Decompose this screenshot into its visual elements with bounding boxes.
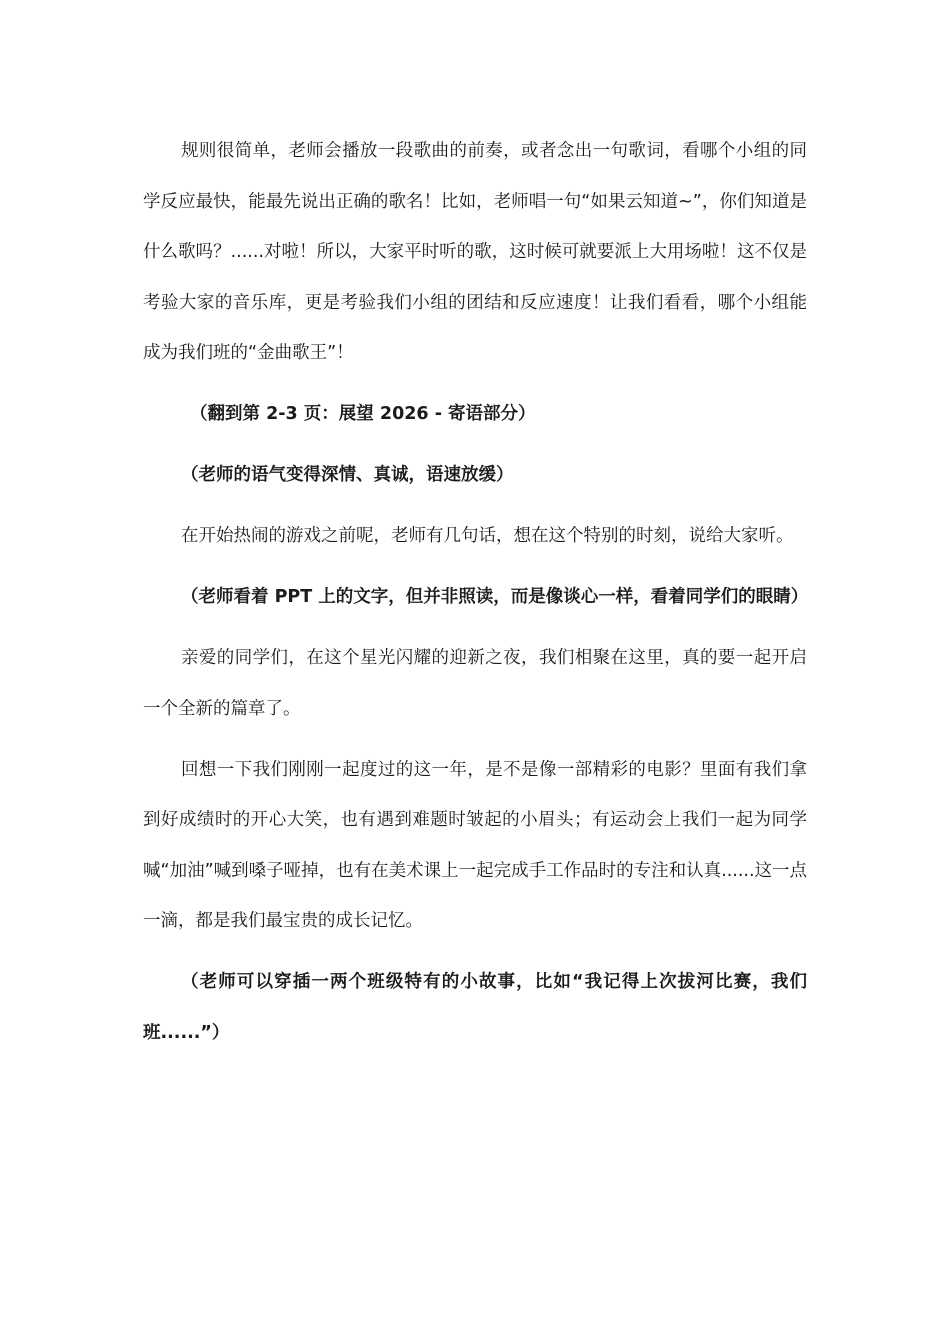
document-page xyxy=(143,126,807,1069)
paragraph-memories: 回想一下我们刚刚一起度过的这一年，是不是像一部精彩的电影？里面有我们拿到好成绩时的开心大笑，也有遇到难题时皱起的小眉头；有运动会上我们一起为同学喊“加油”喊到嗓子哑掉，也有在美术课上一起完成手工作品时的专注和认真......这一点一滴，都是我们最宝贵的成长记忆。 xyxy=(143,759,808,931)
section-heading: （翻到第 2-3 页：展望 2026 - 寄语部分） xyxy=(190,404,536,424)
stage-direction-story: （老师可以穿插一两个班级特有的小故事，比如“我记得上次拔河比赛，我们班......”） xyxy=(143,972,807,1043)
paragraph-intro: 在开始热闹的游戏之前呢，老师有几句话，想在这个特别的时刻，说给大家听。 xyxy=(181,526,794,546)
stage-direction-tone: （老师的语气变得深情、真诚，语速放缓） xyxy=(181,465,514,485)
paragraph-greeting: 亲爱的同学们，在这个星光闪耀的迎新之夜，我们相聚在这里，真的要一起开启一个全新的篇章了。 xyxy=(143,648,807,719)
stage-direction-ppt: （老师看着 PPT 上的文字，但并非照读，而是像谈心一样，看着同学们的眼睛） xyxy=(181,587,809,607)
paragraph-rules: 规则很简单，老师会播放一段歌曲的前奏，或者念出一句歌词，看哪个小组的同学反应最快，能最先说出正确的歌名！比如，老师唱一句“如果云知道~”，你们知道是什么歌吗？......对啦！所以，大家平时听的歌，这时候可就要派上大用场啦！这不仅是考验大家的音乐库，更是考验我们小组的团结和反应速度！让我们看看，哪个小组能成为我们班的“金曲歌王”！ xyxy=(143,141,807,363)
